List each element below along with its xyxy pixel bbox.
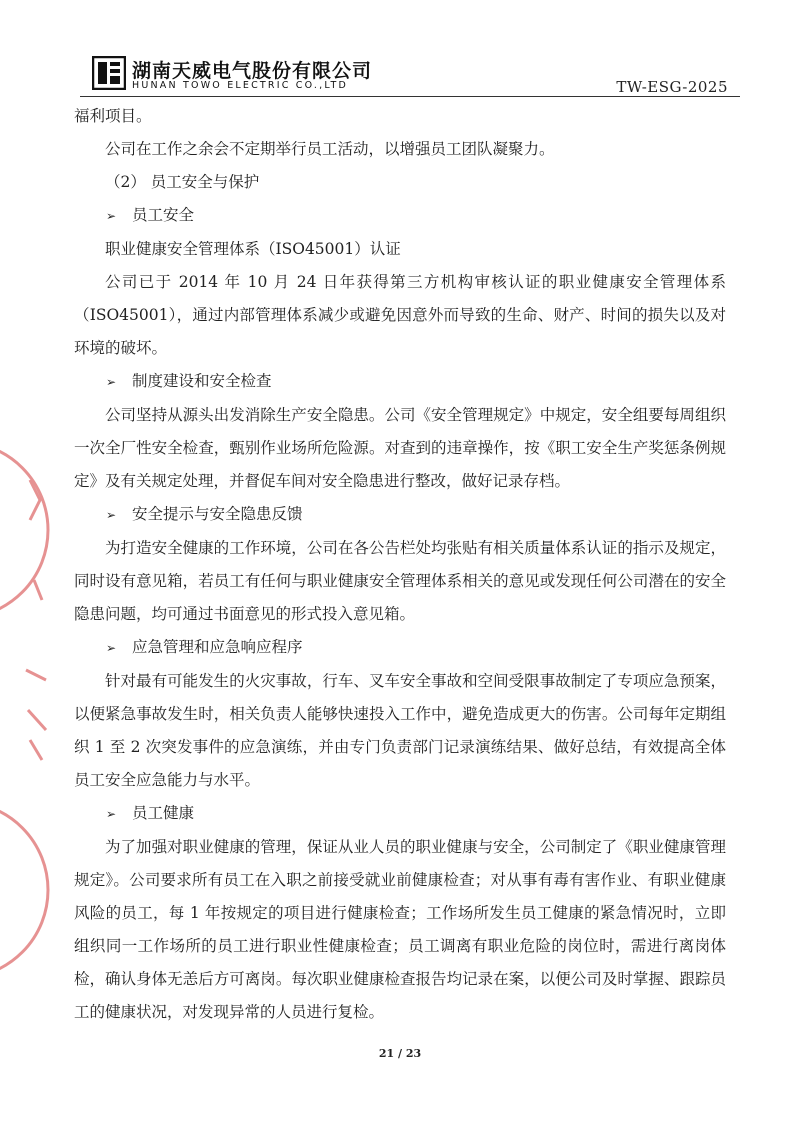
arrow-bullet-icon: ➢ — [106, 508, 117, 522]
company-seal-icon — [0, 410, 50, 970]
document-body — [74, 100, 726, 1029]
arrow-bullet-icon: ➢ — [106, 641, 117, 655]
page-header — [80, 52, 740, 98]
header-divider — [80, 96, 740, 97]
company-logo-icon — [92, 56, 126, 90]
paragraph: 福利项目。 — [74, 107, 152, 125]
paragraph: 为了加强对职业健康的管理，保证从业人员的职业健康与安全，公司制定了《职业健康管理规定》。公司要求所有员工在入职之前接受就业前健康检查；对从事有毒有害作业、有职业健康风险的员工，每 1 年按规定的项目进行健康检查；工作场所发生员工健康的紧急情况时，立即组织同一工作场所的员工进行职业性健康检查；员工调离有职业危险的岗位时，需进行离岗体检，确认身体无恙后方可离岗。每次职业健康检查报告均记录在案，以便公司及时掌握、跟踪员工的健康状况，对发现异常的人员进行复检。 — [74, 838, 726, 1021]
arrow-bullet-icon: ➢ — [106, 807, 117, 821]
company-name: 湖南天威电气股份有限公司 — [132, 60, 373, 82]
paragraph: 针对最有可能发生的火灾事故，行车、叉车安全事故和空间受限事故制定了专项应急预案，以便紧急事故发生时，相关负责人能够快速投入工作中，避免造成更大的伤害。公司每年定期组织 1 至 2 次突发事件的应急演练，并由专门负责部门记录演练结果、做好总结，有效提高全体员工安全应急能力与水平。 — [74, 672, 726, 789]
bullet-heading: ➢ 员工健康 — [74, 797, 726, 831]
paragraph: 公司已于 2014 年 10 月 24 日年获得第三方机构审核认证的职业健康安全管理体系（ISO45001），通过内部管理体系减少或避免因意外而导致的生命、财产、时间的损失以及对环境的破坏。 — [74, 273, 726, 357]
paragraph: 公司坚持从源头出发消除生产安全隐患。公司《安全管理规定》中规定，安全组要每周组织一次全厂性安全检查，甄别作业场所危险源。对查到的违章操作，按《职工安全生产奖惩条例规定》及有关规定处理，并督促车间对安全隐患进行整改，做好记录存档。 — [74, 406, 726, 490]
document-code: TW-ESG-2025 — [616, 78, 728, 96]
company-name-en: HUNAN TOWO ELECTRIC CO.,LTD — [132, 80, 349, 91]
bullet-heading: ➢ 员工安全 — [74, 199, 726, 233]
paragraph: 为打造安全健康的工作环境，公司在各公告栏处均张贴有相关质量体系认证的指示及规定，同时设有意见箱，若员工有任何与职业健康安全管理体系相关的意见或发现任何公司潜在的安全隐患问题，均可通过书面意见的形式投入意见箱。 — [74, 539, 726, 623]
bullet-heading: ➢ 安全提示与安全隐患反馈 — [74, 498, 726, 532]
section-heading: （2） 员工安全与保护 — [105, 173, 260, 191]
page-number: 21 / 23 — [378, 1047, 422, 1060]
bullet-heading: ➢ 应急管理和应急响应程序 — [74, 631, 726, 665]
paragraph: 公司在工作之余会不定期举行员工活动，以增强员工团队凝聚力。 — [105, 140, 555, 158]
arrow-bullet-icon: ➢ — [106, 209, 117, 223]
bullet-heading: ➢ 制度建设和安全检查 — [74, 365, 726, 399]
paragraph: 职业健康安全管理体系（ISO45001）认证 — [105, 240, 401, 258]
arrow-bullet-icon: ➢ — [106, 375, 117, 389]
